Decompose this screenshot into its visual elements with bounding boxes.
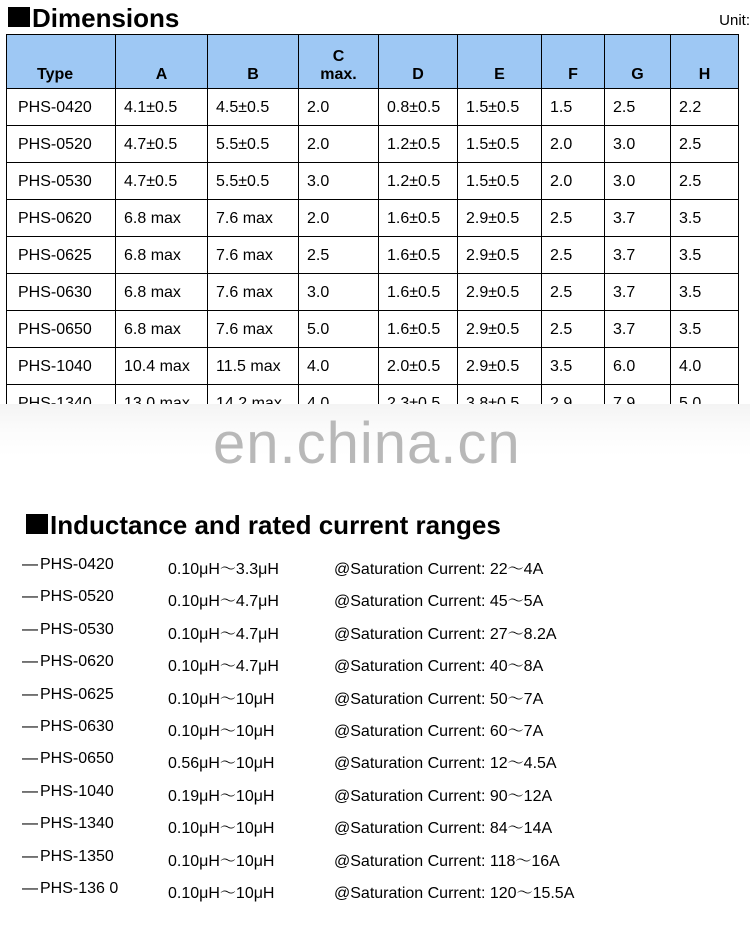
range-type: PHS-0625 bbox=[40, 685, 114, 703]
inductance-range: 0.10μH～10μH bbox=[168, 820, 275, 838]
table-cell: 3.7 bbox=[605, 237, 671, 274]
table-cell: 1.6±0.5 bbox=[379, 274, 458, 311]
cell-type: PHS-0650 bbox=[7, 311, 116, 348]
cell-type: PHS-0520 bbox=[7, 126, 116, 163]
saturation-current: @Saturation Current: 84～14A bbox=[334, 820, 553, 838]
dash-icon: — bbox=[22, 685, 38, 703]
table-cell: 1.6±0.5 bbox=[379, 311, 458, 348]
list-item bbox=[22, 556, 742, 588]
header-a: A bbox=[116, 35, 208, 89]
list-item bbox=[22, 653, 742, 685]
table-cell: 7.6 max bbox=[208, 200, 299, 237]
cell-type: PHS-0630 bbox=[7, 274, 116, 311]
saturation-current: @Saturation Current: 40～8A bbox=[334, 658, 544, 676]
list-item bbox=[22, 686, 742, 718]
saturation-current: @Saturation Current: 22～4A bbox=[334, 561, 544, 578]
dimensions-title: Dimensions bbox=[32, 3, 180, 33]
table-cell: 2.2 bbox=[671, 89, 739, 126]
header-type: Type bbox=[7, 35, 116, 89]
saturation-current: @Saturation Current: 60～7A bbox=[334, 722, 544, 740]
range-type: PHS-0630 bbox=[40, 717, 114, 735]
range-type: PHS-0530 bbox=[40, 620, 114, 638]
table-cell: 1.2±0.5 bbox=[379, 163, 458, 200]
cell-type: PHS-0530 bbox=[7, 163, 116, 200]
table-cell: 4.0 bbox=[671, 348, 739, 385]
range-type: PHS-0620 bbox=[40, 653, 114, 671]
dash-icon: — bbox=[22, 556, 38, 573]
dash-icon: — bbox=[22, 620, 38, 638]
header-f: F bbox=[542, 35, 605, 89]
inductance-range: 0.10μH～3.3μH bbox=[168, 561, 279, 578]
header-c-max: max. bbox=[320, 66, 357, 83]
table-cell: 2.9±0.5 bbox=[458, 311, 542, 348]
header-g: G bbox=[605, 35, 671, 89]
table-cell: 6.8 max bbox=[116, 237, 208, 274]
table-cell: 0.8±0.5 bbox=[379, 89, 458, 126]
cell-type: PHS-1040 bbox=[7, 348, 116, 385]
table-cell: 3.5 bbox=[671, 311, 739, 348]
table-cell: 2.0 bbox=[542, 126, 605, 163]
table-cell: 2.5 bbox=[299, 237, 379, 274]
ranges-title: Inductance and rated current ranges bbox=[50, 510, 501, 540]
table-cell: 2.0±0.5 bbox=[379, 348, 458, 385]
square-bullet-icon bbox=[8, 7, 30, 27]
table-cell: 4.7±0.5 bbox=[116, 163, 208, 200]
table-row bbox=[7, 163, 739, 200]
header-c bbox=[299, 35, 379, 89]
table-cell: 6.8 max bbox=[116, 274, 208, 311]
table-cell: 2.5 bbox=[605, 89, 671, 126]
table-cell: 5.0 bbox=[299, 311, 379, 348]
ranges-heading bbox=[26, 510, 501, 541]
inductance-range: 0.19μH～10μH bbox=[168, 787, 275, 805]
table-cell: 6.8 max bbox=[116, 311, 208, 348]
saturation-current: @Saturation Current: 12～4.5A bbox=[334, 755, 557, 773]
table-cell: 7.6 max bbox=[208, 311, 299, 348]
table-cell: 2.9±0.5 bbox=[458, 348, 542, 385]
table-row bbox=[7, 348, 739, 385]
table-cell: 2.9±0.5 bbox=[458, 200, 542, 237]
inductance-range: 0.10μH～4.7μH bbox=[168, 593, 279, 611]
table-cell: 3.0 bbox=[299, 163, 379, 200]
header-b: B bbox=[208, 35, 299, 89]
dash-icon: — bbox=[22, 588, 38, 606]
table-row bbox=[7, 311, 739, 348]
dash-icon: — bbox=[22, 717, 38, 735]
inductance-range: 0.10μH～10μH bbox=[168, 690, 275, 708]
table-cell: 3.0 bbox=[605, 126, 671, 163]
range-type: PHS-0420 bbox=[40, 556, 114, 573]
table-row bbox=[7, 126, 739, 163]
dimensions-heading bbox=[8, 3, 179, 34]
dash-icon: — bbox=[22, 653, 38, 671]
ranges-list bbox=[22, 556, 742, 912]
table-cell: 2.5 bbox=[671, 126, 739, 163]
header-c-letter: C bbox=[332, 48, 345, 65]
table-row bbox=[7, 274, 739, 311]
table-cell: 3.5 bbox=[671, 274, 739, 311]
table-cell: 3.5 bbox=[542, 348, 605, 385]
table-row bbox=[7, 200, 739, 237]
cell-type: PHS-0620 bbox=[7, 200, 116, 237]
table-cell: 10.4 max bbox=[116, 348, 208, 385]
list-item bbox=[22, 718, 742, 750]
table-cell: 6.0 bbox=[605, 348, 671, 385]
table-cell: 1.6±0.5 bbox=[379, 237, 458, 274]
table-cell: 2.5 bbox=[542, 200, 605, 237]
table-cell: 2.9±0.5 bbox=[458, 237, 542, 274]
table-cell: 4.7±0.5 bbox=[116, 126, 208, 163]
table-cell: 3.7 bbox=[605, 274, 671, 311]
table-cell: 2.5 bbox=[671, 163, 739, 200]
saturation-current: @Saturation Current: 90～12A bbox=[334, 787, 553, 805]
inductance-range: 0.10μH～10μH bbox=[168, 884, 275, 902]
dimensions-table-body bbox=[7, 89, 739, 422]
range-type: PHS-1350 bbox=[40, 847, 114, 865]
dash-icon: — bbox=[22, 782, 38, 800]
table-cell: 2.0 bbox=[299, 126, 379, 163]
list-item bbox=[22, 848, 742, 880]
table-cell: 3.7 bbox=[605, 311, 671, 348]
table-cell: 2.5 bbox=[542, 311, 605, 348]
dash-icon: — bbox=[22, 879, 38, 897]
table-cell: 1.2±0.5 bbox=[379, 126, 458, 163]
cell-type: PHS-0420 bbox=[7, 89, 116, 126]
table-cell: 1.6±0.5 bbox=[379, 200, 458, 237]
table-cell: 5.5±0.5 bbox=[208, 163, 299, 200]
table-cell: 2.5 bbox=[542, 274, 605, 311]
table-cell: 11.5 max bbox=[208, 348, 299, 385]
unit-label: Unit: bbox=[719, 12, 750, 29]
list-item bbox=[22, 621, 742, 653]
watermark-text: en.china.cn bbox=[213, 411, 521, 476]
header-h: H bbox=[671, 35, 739, 89]
inductance-range: 0.56μH～10μH bbox=[168, 755, 275, 773]
saturation-current: @Saturation Current: 45～5A bbox=[334, 593, 544, 611]
table-cell: 1.5±0.5 bbox=[458, 126, 542, 163]
range-type: PHS-0650 bbox=[40, 750, 114, 768]
table-cell: 4.0 bbox=[299, 348, 379, 385]
table-cell: 3.5 bbox=[671, 200, 739, 237]
table-cell: 4.5±0.5 bbox=[208, 89, 299, 126]
inductance-range: 0.10μH～10μH bbox=[168, 722, 275, 740]
table-cell: 7.6 max bbox=[208, 274, 299, 311]
list-item bbox=[22, 815, 742, 847]
dash-icon: — bbox=[22, 847, 38, 865]
header-d: D bbox=[379, 35, 458, 89]
table-cell: 1.5 bbox=[542, 89, 605, 126]
list-item bbox=[22, 750, 742, 782]
range-type: PHS-1340 bbox=[40, 815, 114, 833]
cell-type: PHS-0625 bbox=[7, 237, 116, 274]
header-e: E bbox=[458, 35, 542, 89]
square-bullet-icon bbox=[26, 514, 48, 534]
table-cell: 2.5 bbox=[542, 237, 605, 274]
table-cell: 3.7 bbox=[605, 200, 671, 237]
inductance-range: 0.10μH～10μH bbox=[168, 852, 275, 870]
saturation-current: @Saturation Current: 120～15.5A bbox=[334, 884, 575, 902]
table-cell: 2.0 bbox=[299, 200, 379, 237]
dimensions-table bbox=[6, 34, 739, 422]
range-type: PHS-1040 bbox=[40, 782, 114, 800]
table-row bbox=[7, 237, 739, 274]
table-header-row bbox=[7, 35, 739, 89]
table-cell: 2.0 bbox=[299, 89, 379, 126]
table-cell: 1.5±0.5 bbox=[458, 163, 542, 200]
inductance-range: 0.10μH～4.7μH bbox=[168, 625, 279, 643]
inductance-range: 0.10μH～4.7μH bbox=[168, 658, 279, 676]
range-type: PHS-0520 bbox=[40, 588, 114, 606]
saturation-current: @Saturation Current: 118～16A bbox=[334, 852, 560, 870]
table-cell: 2.0 bbox=[542, 163, 605, 200]
table-row bbox=[7, 89, 739, 126]
list-item bbox=[22, 588, 742, 620]
saturation-current: @Saturation Current: 27～8.2A bbox=[334, 625, 557, 643]
saturation-current: @Saturation Current: 50～7A bbox=[334, 690, 544, 708]
dash-icon: — bbox=[22, 750, 38, 768]
table-cell: 5.5±0.5 bbox=[208, 126, 299, 163]
table-cell: 2.9±0.5 bbox=[458, 274, 542, 311]
table-cell: 4.1±0.5 bbox=[116, 89, 208, 126]
table-cell: 3.0 bbox=[605, 163, 671, 200]
dash-icon: — bbox=[22, 815, 38, 833]
table-cell: 3.5 bbox=[671, 237, 739, 274]
table-cell: 6.8 max bbox=[116, 200, 208, 237]
list-item bbox=[22, 783, 742, 815]
table-cell: 3.0 bbox=[299, 274, 379, 311]
range-type: PHS-136 0 bbox=[40, 879, 119, 897]
table-cell: 1.5±0.5 bbox=[458, 89, 542, 126]
table-cell: 7.6 max bbox=[208, 237, 299, 274]
list-item bbox=[22, 880, 742, 912]
